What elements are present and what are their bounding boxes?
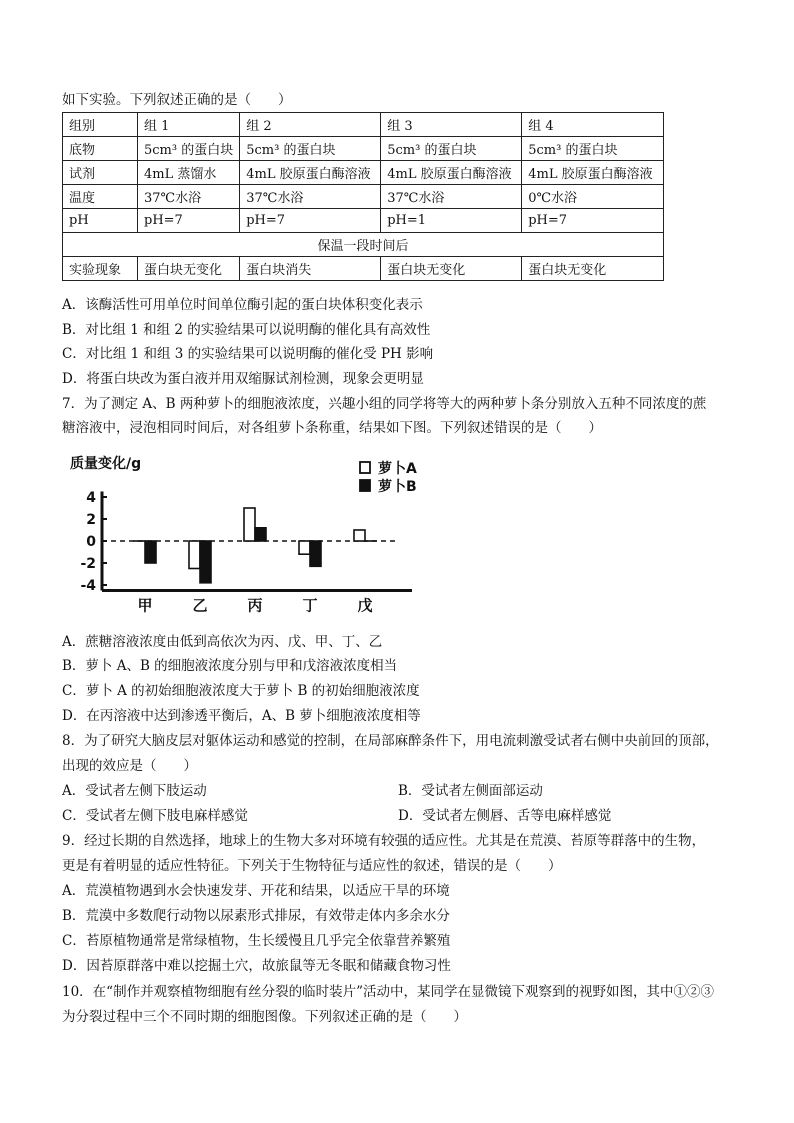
q9-option-c: C．苔原植物通常是常绿植物，生长缓慢且几乎完全依靠营养繁殖 (62, 933, 451, 949)
table-cell: 5cm³ 的蛋白块 (138, 137, 240, 161)
q8-option-c: C．受试者左侧下肢电麻样感觉 (62, 808, 248, 824)
table-cell: 5cm³ 的蛋白块 (381, 137, 522, 161)
chart-x-tick-label: 丙 (247, 596, 263, 615)
mass-change-bar-chart (62, 452, 442, 622)
table-cell: 组 2 (240, 113, 381, 137)
experiment-table (62, 112, 664, 281)
q10-stem-line1: 10．在“制作并观察植物细胞有丝分裂的临时装片”活动中，某同学在显微镜下观察到的视野如图，其中①②③ (62, 984, 714, 1000)
chart-y-tick-label: 4 (86, 490, 96, 506)
table-header-row (63, 113, 664, 137)
q8-option-d: D．受试者左侧唇、舌等电麻样感觉 (398, 808, 612, 824)
table-cell: 4mL 蒸馏水 (138, 161, 240, 185)
table-merged-row (63, 233, 664, 257)
table-row (63, 161, 664, 185)
chart-bar-a (299, 541, 310, 554)
table-cell: 蛋白块无变化 (138, 257, 240, 281)
q7-option-d: D．在丙溶液中达到渗透平衡后，A、B 萝卜细胞液浓度相等 (62, 708, 421, 724)
chart-bar-b (200, 541, 211, 583)
table-cell: pH=7 (240, 209, 381, 233)
table-cell: pH=1 (381, 209, 522, 233)
chart-legend-swatch (360, 480, 370, 491)
table-cell: 蛋白块消失 (240, 257, 381, 281)
q9-stem-line2: 更是有着明显的适应性特征。下列关于生物特征与适应性的叙述，错误的是（ ） (62, 858, 562, 874)
chart-bar-b (145, 541, 156, 563)
chart-bar-a (189, 541, 200, 569)
q9-stem-line1: 9．经过长期的自然选择，地球上的生物大多对环境有较强的适应性。尤其是在荒漠、苔原等群落中的生物， (62, 833, 706, 849)
table-cell: 实验现象 (63, 257, 138, 281)
table-cell: 4mL 胶原蛋白酶溶液 (240, 161, 381, 185)
q7-option-c: C．萝卜 A 的初始细胞液浓度大于萝卜 B 的初始细胞液浓度 (62, 683, 420, 699)
table-cell: 5cm³ 的蛋白块 (240, 137, 381, 161)
table-cell: pH=7 (138, 209, 240, 233)
chart-bar-b (310, 541, 321, 566)
table-merged-cell: 保温一段时间后 (63, 233, 664, 257)
table-cell: 37℃水浴 (381, 185, 522, 209)
table-cell: pH (63, 209, 138, 233)
q6-option-d: D．将蛋白块改为蛋白液并用双缩脲试剂检测，现象会更明显 (62, 371, 424, 387)
chart-x-tick-label: 甲 (137, 596, 153, 615)
table-row (63, 209, 664, 233)
q9-option-a: A．荒漠植物遇到水会快速发芽、开花和结果，以适应干旱的环境 (62, 883, 450, 899)
chart-x-tick-label: 乙 (192, 596, 208, 615)
table-cell: 试剂 (63, 161, 138, 185)
table-cell: 蛋白块无变化 (381, 257, 522, 281)
chart-y-axis-label: 质量变化/g (70, 456, 142, 472)
table-cell: 37℃水浴 (138, 185, 240, 209)
q9-option-b: B．荒漠中多数爬行动物以尿素形式排尿，有效带走体内多余水分 (62, 908, 450, 924)
chart-legend-label: 萝卜B (378, 479, 417, 495)
q8-option-a: A．受试者左侧下肢运动 (62, 783, 207, 799)
chart-legend-label: 萝卜A (378, 461, 417, 477)
table-cell: pH=7 (522, 209, 664, 233)
chart-bar-b (255, 528, 266, 541)
chart-y-tick-label: 0 (86, 534, 96, 550)
table-cell: 4mL 胶原蛋白酶溶液 (522, 161, 664, 185)
table-cell: 温度 (63, 185, 138, 209)
table-row (63, 185, 664, 209)
q7-option-b: B．萝卜 A、B 的细胞液浓度分别与甲和戊溶液浓度相当 (62, 658, 398, 674)
table-cell: 底物 (63, 137, 138, 161)
q7-stem-line1: 7．为了测定 A、B 两种萝卜的细胞液浓度，兴趣小组的同学将等大的两种萝卜条分别放入五种不同浓度的蔗 (62, 396, 707, 412)
table-cell: 组 3 (381, 113, 522, 137)
chart-legend-swatch (360, 462, 370, 473)
chart-bar-a (354, 530, 365, 541)
q6-option-c: C．对比组 1 和组 3 的实验结果可以说明酶的催化受 PH 影响 (62, 346, 434, 362)
chart-x-tick-label: 丁 (302, 596, 318, 615)
chart-y-tick-label: -4 (80, 578, 96, 594)
chart-x-tick-label: 戊 (357, 596, 373, 615)
q8-stem-line1: 8．为了研究大脑皮层对躯体运动和感觉的控制，在局部麻醉条件下，用电流刺激受试者右侧中央前回的顶部， (62, 733, 719, 749)
chart-y-tick-label: 2 (86, 512, 96, 528)
q6-option-a: A．该酶活性可用单位时间单位酶引起的蛋白块体积变化表示 (62, 297, 423, 313)
table-cell: 0℃水浴 (522, 185, 664, 209)
table-row (63, 257, 664, 281)
q7-option-a: A．蔗糖溶液浓度由低到高依次为丙、戊、甲、丁、乙 (62, 634, 383, 650)
q8-stem-line2: 出现的效应是（ ） (62, 758, 197, 774)
table-row (63, 137, 664, 161)
chart-bar-a (244, 508, 255, 541)
question-6-intro: 如下实验。下列叙述正确的是（ ） (62, 92, 292, 108)
chart-y-tick-label: -2 (80, 556, 96, 572)
q8-option-b: B．受试者左侧面部运动 (398, 783, 543, 799)
table-cell: 组 4 (522, 113, 664, 137)
table-cell: 37℃水浴 (240, 185, 381, 209)
q10-stem-line2: 为分裂过程中三个不同时期的细胞图像。下列叙述正确的是（ ） (62, 1009, 467, 1025)
table-cell: 5cm³ 的蛋白块 (522, 137, 664, 161)
q9-option-d: D．因苔原群落中难以挖掘土穴，故旅鼠等无冬眠和储藏食物习性 (62, 958, 451, 974)
table-cell: 4mL 胶原蛋白酶溶液 (381, 161, 522, 185)
table-cell: 组别 (63, 113, 138, 137)
table-cell: 蛋白块无变化 (522, 257, 664, 281)
table-cell: 组 1 (138, 113, 240, 137)
q6-option-b: B．对比组 1 和组 2 的实验结果可以说明酶的催化具有高效性 (62, 322, 431, 338)
q7-stem-line2: 糖溶液中，浸泡相同时间后，对各组萝卜条称重，结果如下图。下列叙述错误的是（ ） (62, 420, 602, 436)
